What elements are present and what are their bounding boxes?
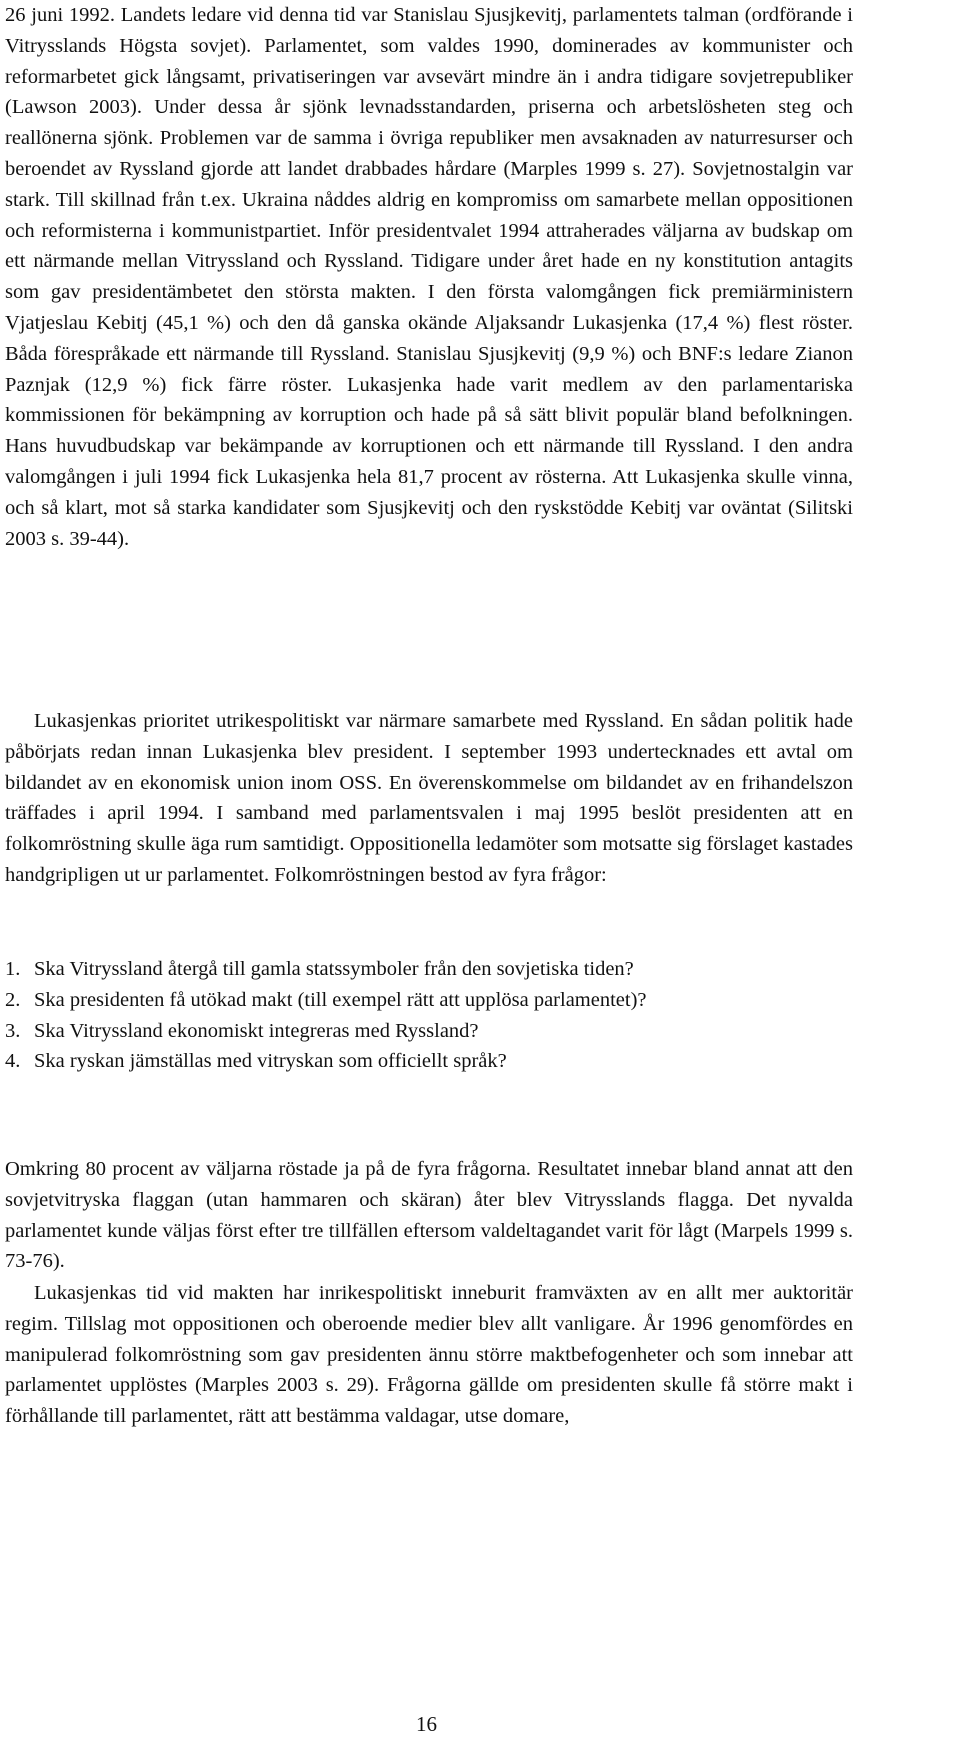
list-item-number: 3. (5, 1019, 21, 1042)
list-item (5, 1046, 885, 1077)
body-paragraph-domestic-policy: Lukasjenkas tid vid makten har inrikespolitiskt inneburit framväxten av en allt mer auktoritär regim. Tillslag mot oppositionen och oberoende medier blev allt vanligare. År 1996 genomfördes en manipulerad folkomröstning som gav presidenten ännu större maktbefogenheter och som innebar att parlamentet upplöstes (Marples 2003 s. 29). Frågorna gällde om presidenten skulle få större makt i förhållande till parlamentet, rätt att bestämma valdagar, utse domare, (5, 1282, 853, 1428)
list-item (5, 1016, 885, 1047)
body-paragraph-continued: 26 juni 1992. Landets ledare vid denna tid var Stanislau Sjusjkevitj, parlamentets talman (ordförande i Vitrysslands Högsta sovjet). Parlamentet, som valdes 1990, dominerades av kommunister och reformarbetet gick långsamt, privatiseringen var avsevärt mindre än i andra tidigare sovjetrepubliker (Lawson 2003). Under dessa år sjönk levnadsstandarden, priserna och arbetslösheten steg och reallönerna sjönk. Problemen var de samma i övriga republiker men avsaknaden av naturresurser och beroendet av Ryssland gjorde att landet drabbades hårdare (Marples 1999 s. 27). Sovjetnostalgin var stark. Till skillnad från t.ex. Ukraina nåddes aldrig en kompromiss om samarbete mellan oppositionen och reformisterna i kommunistpartiet. Inför presidentvalet 1994 attraherades väljarna av budskap om ett närmande mellan Vitryssland och Ryssland. Tidigare under året hade en ny konstitution antagits som gav presidentämbetet den största makten. I den första valomgången fick premiärministern Vjatjeslau Kebitj (45,1 %) och den då ganska okände Aljaksandr Lukasjenka (17,4 %) flest röster. Båda förespråkade ett närmande till Ryssland. Stanislau Sjusjkevitj (9,9 %) och BNF:s ledare Zianon Paznjak (12,9 %) fick färre röster. Lukasjenka hade varit medlem av den parlamentariska kommissionen för bekämpning av korruption och hade på så sätt blivit populär bland befolkningen. Hans huvudbudskap var bekämpande av korruptionen och ett närmande till Ryssland. I den andra valomgången i juli 1994 fick Lukasjenka hela 81,7 procent av rösterna. Att Lukasjenka skulle vinna, och så klart, mot så starka kandidater som Sjusjkevitj och den ryskstödde Kebitj var oväntat (Silitski 2003 s. 39-44). (5, 4, 853, 550)
list-item-text: Ska ryskan jämställas med vitryskan som officiellt språk? (34, 1050, 507, 1073)
list-item-text: Ska presidenten få utökad makt (till exempel rätt att upplösa parlamentet)? (34, 988, 647, 1011)
list-item (5, 954, 885, 985)
body-paragraph-foreign-policy: Lukasjenkas prioritet utrikespolitiskt var närmare samarbete med Ryssland. En sådan politik hade påbörjats redan innan Lukasjenka blev president. I september 1993 undertecknades ett avtal om bildandet av en ekonomisk union inom OSS. En överenskommelse om bildandet av en frihandelszon träffades i april 1994. I samband med parlamentsvalen i maj 1995 beslöt presidenten att en folkomröstning skulle äga rum samtidigt. Oppositionella ledamöter som motsatte sig förslaget kastades handgripligen ut ur parlamentet. Folkomröstningen bestod av fyra frågor: (5, 710, 853, 886)
list-item-text: Ska Vitryssland återgå till gamla statssymboler från den sovjetiska tiden? (34, 958, 634, 980)
list-item-number: 4. (5, 1050, 21, 1073)
page-number: 16 (416, 1712, 437, 1736)
list-item-number: 1. (5, 958, 21, 980)
body-paragraph-referendum-result: Omkring 80 procent av väljarna röstade ja på de fyra frågorna. Resultatet innebar bland annat att den sovjetvitryska flaggan (utan hammaren och skäran) åter blev Vitrysslands flagga. Det nyvalda parlamentet kunde väljas först efter tre tillfällen eftersom valdeltagandet varit för lågt (Marpels 1999 s. 73-76). (5, 1158, 853, 1273)
list-item (5, 985, 885, 1016)
list-item-number: 2. (5, 988, 21, 1011)
referendum-question-list (5, 954, 885, 1077)
list-item-text: Ska Vitryssland ekonomiskt integreras med Ryssland? (34, 1019, 479, 1042)
